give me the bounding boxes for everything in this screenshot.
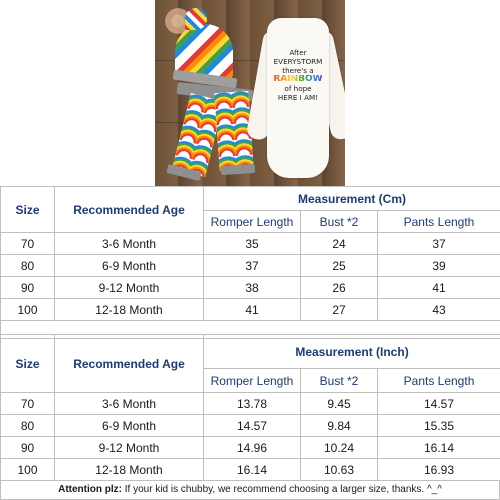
romper-print-line: there's a [282,66,314,75]
table-row [1,393,500,415]
header-size: Size [1,335,55,393]
table-row [1,277,500,299]
header-romper-length: Romper Length [204,211,301,233]
cell-bust: 26 [301,277,378,299]
cell-pants: 15.35 [378,415,500,437]
cell-pants: 37 [378,233,500,255]
header-bust: Bust *2 [301,369,378,393]
size-table-cm [0,186,500,339]
cell-age: 12-18 Month [55,459,204,481]
cell-age: 12-18 Month [55,299,204,321]
cell-pants: 39 [378,255,500,277]
romper-print-text [271,48,325,102]
cell-size: 100 [1,459,55,481]
romper-print-line: After [289,48,307,57]
cell-size: 80 [1,255,55,277]
cell-bust: 10.63 [301,459,378,481]
header-pants-length: Pants Length [378,211,500,233]
attention-label: Attention plz: [58,484,122,495]
cell-romper: 41 [204,299,301,321]
romper-print-rainbow: RAINBOW [271,75,325,84]
table-row [1,459,500,481]
cell-size: 70 [1,233,55,255]
header-bust: Bust *2 [301,211,378,233]
cell-age: 9-12 Month [55,437,204,459]
cell-age: 9-12 Month [55,277,204,299]
cell-bust: 27 [301,299,378,321]
romper-print-line: of hope [284,84,312,93]
cell-size: 70 [1,393,55,415]
cell-romper: 37 [204,255,301,277]
cell-age: 6-9 Month [55,255,204,277]
attention-text: If your kid is chubby, we recommend choosing a larger size, thanks. ^_^ [121,484,442,495]
cell-size: 80 [1,415,55,437]
header-recommended-age: Recommended Age [55,187,204,233]
cell-size: 100 [1,299,55,321]
attention-note [0,480,500,500]
table-row [1,233,500,255]
table-row [1,299,500,321]
cell-pants: 16.93 [378,459,500,481]
cell-romper: 35 [204,233,301,255]
table-row [1,437,500,459]
cell-pants: 16.14 [378,437,500,459]
cell-age: 6-9 Month [55,415,204,437]
cell-romper: 38 [204,277,301,299]
header-recommended-age: Recommended Age [55,335,204,393]
romper-print-line: HERE I AM! [277,93,319,102]
cell-size: 90 [1,277,55,299]
cell-age: 3-6 Month [55,393,204,415]
cell-size: 90 [1,437,55,459]
cell-bust: 25 [301,255,378,277]
header-romper-length: Romper Length [204,369,301,393]
hat-knot [185,8,207,30]
table-row [1,415,500,437]
cell-age: 3-6 Month [55,233,204,255]
cell-bust: 24 [301,233,378,255]
cell-bust: 10.24 [301,437,378,459]
header-pants-length: Pants Length [378,369,500,393]
cell-romper: 16.14 [204,459,301,481]
table-row [1,255,500,277]
cell-romper: 13.78 [204,393,301,415]
cell-bust: 9.84 [301,415,378,437]
pants-cuff [221,164,256,175]
cell-romper: 14.96 [204,437,301,459]
product-photo [155,0,345,186]
cell-pants: 43 [378,299,500,321]
cell-pants: 41 [378,277,500,299]
romper-print-line: EVERYSTORM [273,57,323,66]
header-measurement-group: Measurement (Cm) [204,187,500,211]
header-size: Size [1,187,55,233]
cell-bust: 9.45 [301,393,378,415]
header-measurement-group: Measurement (Inch) [204,335,500,369]
cell-pants: 14.57 [378,393,500,415]
size-table-inch [0,334,500,481]
cell-romper: 14.57 [204,415,301,437]
